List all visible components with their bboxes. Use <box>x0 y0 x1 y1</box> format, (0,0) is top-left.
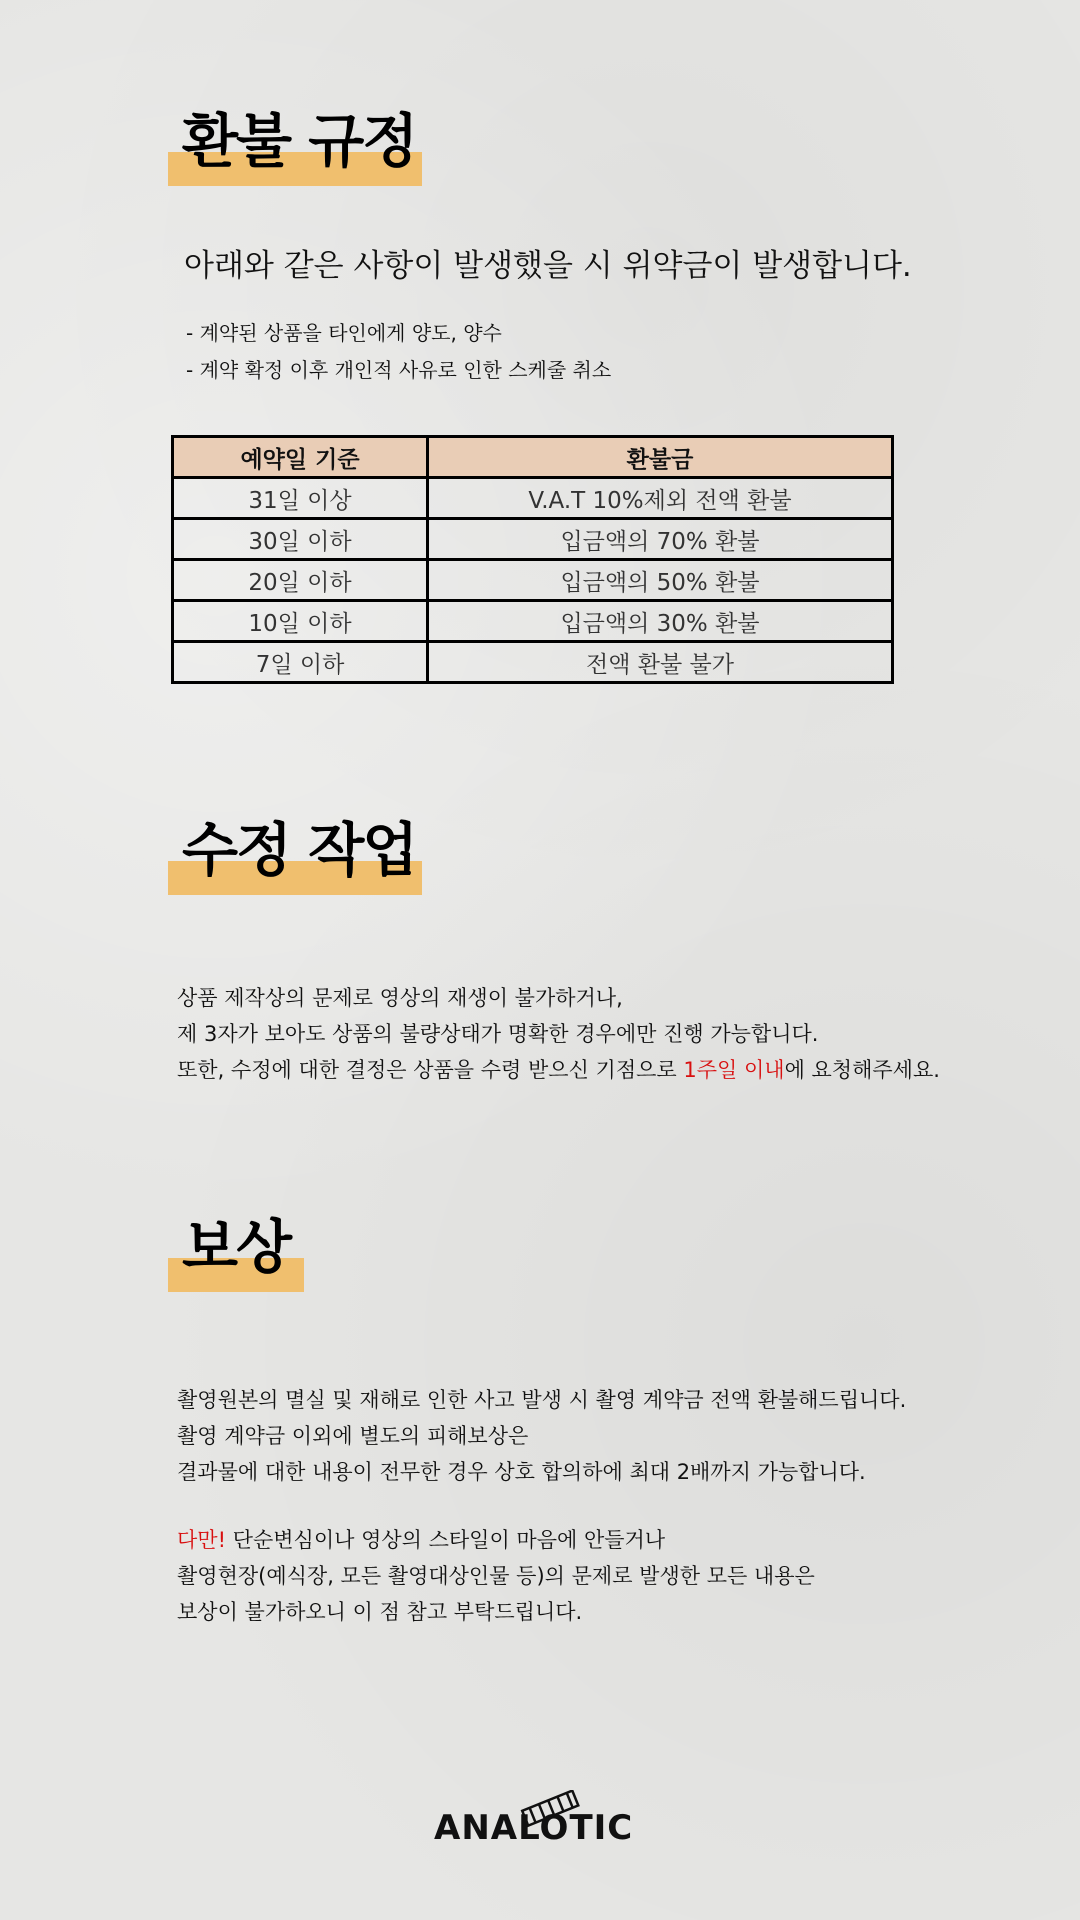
compensation-note-2: 촬영현장(예식장, 모든 촬영대상인물 등)의 문제로 발생한 모든 내용은 <box>177 1564 815 1588</box>
table-cell-date: 10일 이하 <box>173 601 428 642</box>
refund-table-header-row <box>173 437 893 478</box>
table-cell-refund: V.A.T 10%제외 전액 환불 <box>428 478 893 519</box>
revision-title: 수정 작업 <box>182 816 417 884</box>
table-cell-refund: 전액 환불 불가 <box>428 642 893 683</box>
revision-line-1: 상품 제작상의 문제로 영상의 재생이 불가하거나, <box>177 986 623 1010</box>
table-row <box>173 478 893 519</box>
revision-heading <box>168 815 422 895</box>
compensation-heading <box>168 1212 304 1292</box>
table-header-date: 예약일 기준 <box>173 437 428 478</box>
table-row <box>173 601 893 642</box>
refund-intro: 아래와 같은 사항이 발생했을 시 위약금이 발생합니다. <box>184 248 912 284</box>
logo-text: ANALOTIC <box>434 1808 634 1848</box>
table-cell-refund: 입금액의 50% 환불 <box>428 560 893 601</box>
table-row <box>173 519 893 560</box>
revision-text <box>177 980 940 1088</box>
table-cell-refund: 입금액의 30% 환불 <box>428 601 893 642</box>
analotic-logo <box>434 1790 634 1850</box>
compensation-line-2: 촬영 계약금 이외에 별도의 피해보상은 <box>177 1424 529 1448</box>
revision-line-3: 또한, 수정에 대한 결정은 상품을 수령 받으신 기점으로 1주일 이내에 요청해주세요. <box>177 1058 940 1082</box>
refund-table <box>171 435 894 684</box>
compensation-line-1: 촬영원본의 멸실 및 재해로 인한 사고 발생 시 촬영 계약금 전액 환불해드립니다. <box>177 1388 907 1412</box>
refund-bullet-1: - 계약된 상품을 타인에게 양도, 양수 <box>186 321 502 345</box>
table-row <box>173 642 893 683</box>
compensation-line-3: 결과물에 대한 내용이 전무한 경우 상호 합의하에 최대 2배까지 가능합니다. <box>177 1460 866 1484</box>
table-cell-date: 20일 이하 <box>173 560 428 601</box>
table-header-refund: 환불금 <box>428 437 893 478</box>
table-cell-date: 7일 이하 <box>173 642 428 683</box>
compensation-note-highlight: 다만! <box>177 1528 226 1552</box>
compensation-note-3: 보상이 불가하오니 이 점 참고 부탁드립니다. <box>177 1600 583 1624</box>
refund-title: 환불 규정 <box>182 107 417 175</box>
revision-deadline-highlight: 1주일 이내 <box>683 1058 785 1082</box>
compensation-note-1: 다만! 단순변심이나 영상의 스타일이 마음에 안들거나 <box>177 1528 666 1552</box>
refund-bullets <box>186 315 611 389</box>
table-cell-date: 30일 이하 <box>173 519 428 560</box>
compensation-title: 보상 <box>182 1213 291 1281</box>
compensation-text <box>177 1382 906 1630</box>
refund-bullet-2: - 계약 확정 이후 개인적 사유로 인한 스케줄 취소 <box>186 358 612 382</box>
table-cell-date: 31일 이상 <box>173 478 428 519</box>
table-row <box>173 560 893 601</box>
revision-line-2: 제 3자가 보아도 상품의 불량상태가 명확한 경우에만 진행 가능합니다. <box>177 1022 819 1046</box>
table-cell-refund: 입금액의 70% 환불 <box>428 519 893 560</box>
refund-heading <box>168 106 422 186</box>
